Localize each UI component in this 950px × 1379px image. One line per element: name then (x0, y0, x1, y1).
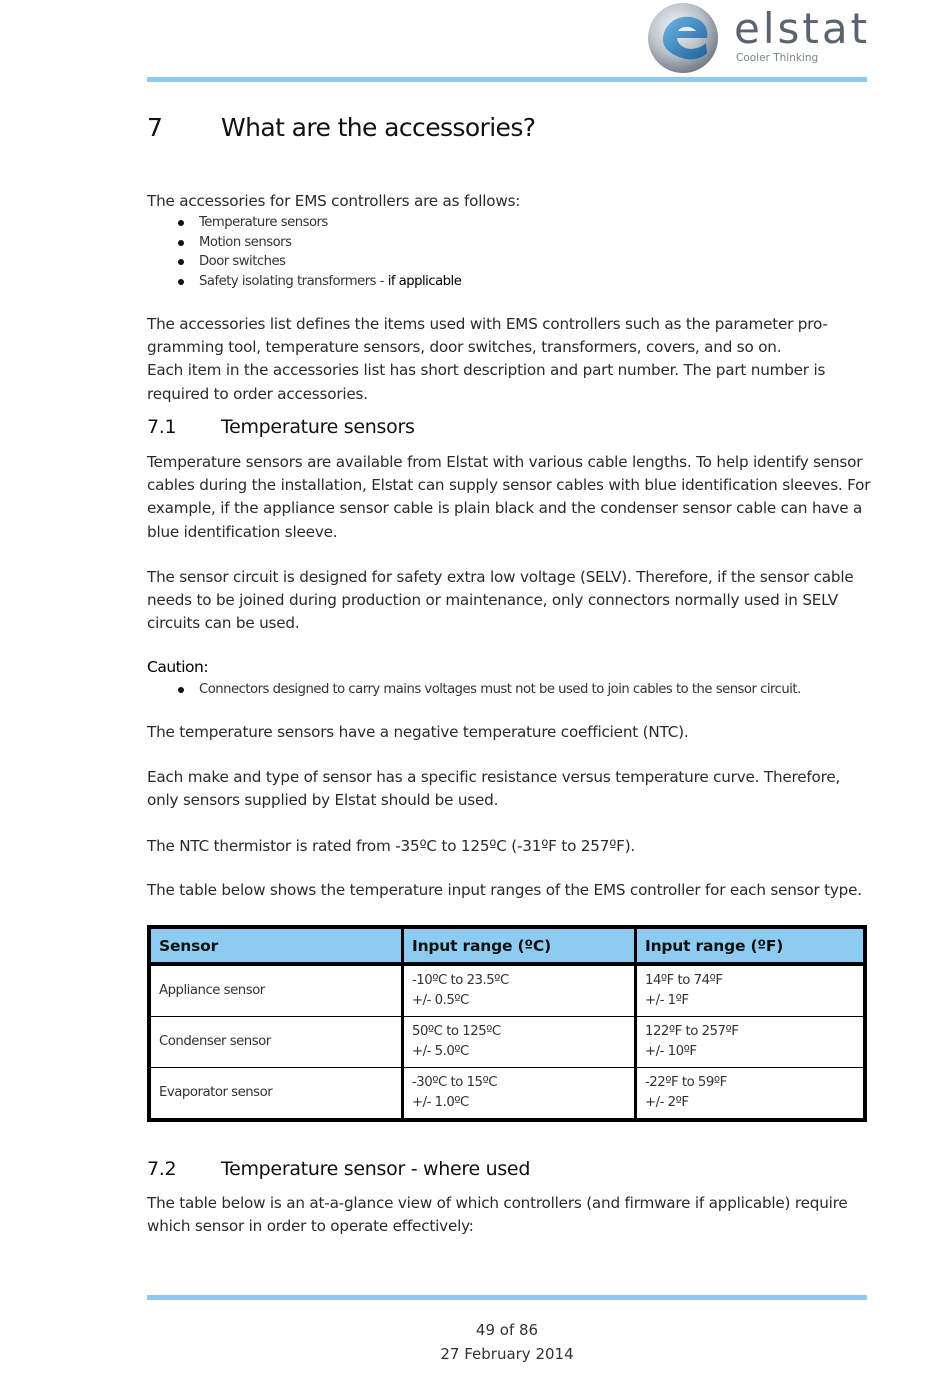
selv-paragraph: The sensor circuit is designed for safety extra low voltage (SELV). Therefore, if the sensor cable needs to be joined during production or maintenance, only connectors normally used in SELV circuits can be used. (147, 568, 854, 633)
list-definition-paragraph: The accessories list defines the items used with EMS controllers such as the parameter pro-gramming tool, temperature sensors, door switches, transformers, covers, and so on. Each item in the accessories list has short description and part number. The part number is required to order accessories. (147, 315, 828, 403)
section-heading (147, 113, 535, 142)
list-item: Temperature sensors (178, 213, 461, 233)
table-intro-paragraph: The table below shows the temperature input ranges of the EMS controller for each sensor type. (147, 881, 862, 899)
fahrenheit-cell: -22ºF to 59ºF +/- 2ºF (636, 1068, 866, 1121)
caution-list (178, 680, 801, 700)
table-row (149, 1017, 865, 1068)
column-header: Input range (ºC) (403, 927, 636, 964)
table-row (149, 964, 865, 1017)
celsius-cell: 50ºC to 125ºC +/- 5.0ºC (403, 1017, 636, 1068)
celsius-cell: -30ºC to 15ºC +/- 1.0ºC (403, 1068, 636, 1121)
page-number: 49 of 86 (475, 1321, 539, 1339)
where-used-paragraph: The table below is an at-a-glance view of which controllers (and firmware if applicable) require which sensor in order to operate effectively: (147, 1194, 848, 1236)
input-range-table (147, 925, 867, 1122)
accessory-list (178, 213, 461, 291)
intro-paragraph: The accessories for EMS controllers are as follows: (147, 192, 521, 210)
sensor-cell: Condenser sensor (149, 1017, 403, 1068)
rated-paragraph: The NTC thermistor is rated from -35ºC to 125ºC (-31ºF to 257ºF). (147, 837, 636, 855)
list-item: Connectors designed to carry mains voltages must not be used to join cables to the sensor circuit. (178, 680, 801, 700)
sensor-cell: Appliance sensor (149, 964, 403, 1017)
subsection-heading-temperature-sensors: 7.1 Temperature sensors (147, 416, 415, 438)
caution-label: Caution: (147, 658, 209, 676)
elstat-swirl-icon (647, 2, 719, 74)
logo-tagline: Cooler Thinking (736, 52, 819, 64)
column-header: Sensor (149, 927, 403, 964)
list-item: Door switches (178, 252, 461, 272)
list-item: Motion sensors (178, 233, 461, 253)
if-applicable-note: if applicable (387, 273, 462, 289)
sensor-cell: Evaporator sensor (149, 1068, 403, 1121)
celsius-cell: -10ºC to 23.5ºC +/- 0.5ºC (403, 964, 636, 1017)
ntc-paragraph: The temperature sensors have a negative temperature coefficient (NTC). (147, 723, 689, 741)
curve-paragraph: Each make and type of sensor has a specific resistance versus temperature curve. Therefore, only sensors supplied by Elstat should be used. (147, 768, 841, 810)
table-header-row (149, 927, 865, 964)
fahrenheit-cell: 122ºF to 257ºF +/- 10ºF (636, 1017, 866, 1068)
subsection-heading-where-used: 7.2 Temperature sensor - where used (147, 1158, 531, 1180)
sensors-paragraph: Temperature sensors are available from Elstat with various cable lengths. To help identify sensor cables during the installation, Elstat can supply sensor cables with blue identification sleeves. For example, if the appliance sensor cable is plain black and the condenser sensor cable can have a blue identification sleeve. (147, 453, 871, 541)
logo-wordmark: elstat (734, 4, 871, 53)
header-rule (147, 77, 867, 82)
section-number: 7 (147, 113, 163, 142)
table-row (149, 1068, 865, 1121)
section-title: What are the accessories? (221, 113, 536, 142)
list-item: Safety isolating transformers - if applicable (178, 272, 461, 292)
column-header: Input range (ºF) (636, 927, 866, 964)
fahrenheit-cell: 14ºF to 74ºF +/- 1ºF (636, 964, 866, 1017)
document-date: 27 February 2014 (440, 1345, 574, 1363)
footer-rule (147, 1295, 867, 1300)
elstat-logo (645, 2, 875, 74)
